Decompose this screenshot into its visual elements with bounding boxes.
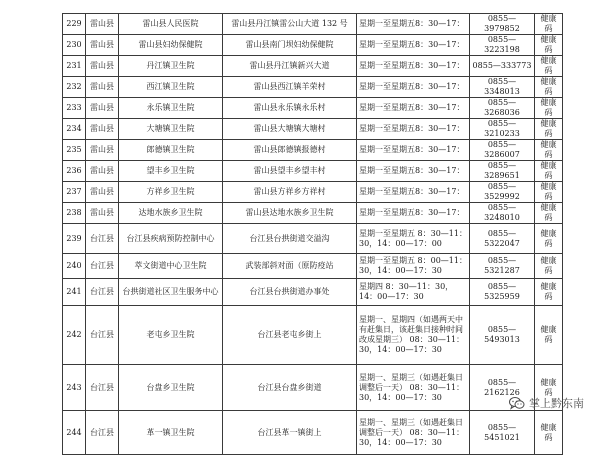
hours-cell: 星期一至星期五8：30—17： xyxy=(357,161,470,182)
hours-cell: 星期一至星期五8：30—17： xyxy=(357,98,470,119)
phone-cell: 0855—5321287 xyxy=(470,254,535,279)
county-cell: 雷山县 xyxy=(86,140,119,161)
institution-name-cell: 郎德镇卫生院 xyxy=(119,140,223,161)
institution-name-cell: 革一镇卫生院 xyxy=(119,411,223,455)
note-cell: 健康码 xyxy=(535,98,563,119)
table-row xyxy=(63,411,563,455)
institution-name-cell: 西江镇卫生院 xyxy=(119,77,223,98)
hours-cell: 星期一至星期五 8：00—11：30，14：00—17：30 xyxy=(357,254,470,279)
institution-name-cell: 萃文街道中心卫生院 xyxy=(119,254,223,279)
hours-cell: 星期一至星期五8：30—17： xyxy=(357,35,470,56)
vaccination-sites-table xyxy=(62,13,563,455)
note-cell: 健康码 xyxy=(535,279,563,306)
hours-cell: 星期一、星期三（如遇赶集日调整后一天） 08：30—11：30，14：00—17：30 xyxy=(357,365,470,411)
address-cell: 雷山县达地水族乡卫生院 xyxy=(223,203,357,224)
hours-cell: 星期一至星期五8：30—17： xyxy=(357,77,470,98)
hours-cell: 星期一至星期五 8：30—11：30，14：00—17：00 xyxy=(357,224,470,254)
note-cell: 健康码 xyxy=(535,254,563,279)
table-row xyxy=(63,365,563,411)
row-number: 229 xyxy=(63,14,86,35)
note-cell: 健康码 xyxy=(535,56,563,77)
row-number: 230 xyxy=(63,35,86,56)
phone-cell: 0855—333773 xyxy=(470,56,535,77)
row-number: 237 xyxy=(63,182,86,203)
institution-name-cell: 方祥乡卫生院 xyxy=(119,182,223,203)
county-cell: 雷山县 xyxy=(86,14,119,35)
table-row xyxy=(63,182,563,203)
wechat-icon xyxy=(509,397,525,410)
phone-cell: 0855—3348013 xyxy=(470,77,535,98)
hours-cell: 星期一至星期五8：30—17： xyxy=(357,140,470,161)
hours-cell: 星期一至星期五8：30—17： xyxy=(357,119,470,140)
institution-name-cell: 达地水族乡卫生院 xyxy=(119,203,223,224)
address-cell: 台江县台盘乡街道 xyxy=(223,365,357,411)
county-cell: 雷山县 xyxy=(86,98,119,119)
hours-cell: 星期一至星期五8：30—17： xyxy=(357,14,470,35)
institution-name-cell: 丹江镇卫生院 xyxy=(119,56,223,77)
watermark xyxy=(509,395,584,411)
address-cell: 雷山县永乐镇永乐村 xyxy=(223,98,357,119)
table-row xyxy=(63,140,563,161)
table-row xyxy=(63,254,563,279)
institution-name-cell: 永乐镇卫生院 xyxy=(119,98,223,119)
note-cell: 健康码 xyxy=(535,224,563,254)
table-row xyxy=(63,14,563,35)
institution-name-cell: 台江县疾病预防控制中心 xyxy=(119,224,223,254)
phone-cell: 0855—3289651 xyxy=(470,161,535,182)
table-row xyxy=(63,56,563,77)
institution-name-cell: 望丰乡卫生院 xyxy=(119,161,223,182)
address-cell: 雷山县方祥乡方祥村 xyxy=(223,182,357,203)
institution-name-cell: 老屯乡卫生院 xyxy=(119,306,223,365)
address-cell: 雷山县郎德镇报德村 xyxy=(223,140,357,161)
address-cell: 雷山县南门坝妇幼保健院 xyxy=(223,35,357,56)
row-number: 238 xyxy=(63,203,86,224)
row-number: 244 xyxy=(63,411,86,455)
row-number: 243 xyxy=(63,365,86,411)
phone-cell: 0855—3248010 xyxy=(470,203,535,224)
county-cell: 台江县 xyxy=(86,411,119,455)
address-cell: 雷山县西江镇羊荣村 xyxy=(223,77,357,98)
address-cell: 台江县革一镇街上 xyxy=(223,411,357,455)
county-cell: 雷山县 xyxy=(86,203,119,224)
county-cell: 雷山县 xyxy=(86,77,119,98)
table-row xyxy=(63,119,563,140)
county-cell: 雷山县 xyxy=(86,161,119,182)
phone-cell: 0855—5322047 xyxy=(470,224,535,254)
address-cell: 武装部斜对面（原防疫站 xyxy=(223,254,357,279)
note-cell: 健康码 xyxy=(535,140,563,161)
table-row xyxy=(63,203,563,224)
row-number: 236 xyxy=(63,161,86,182)
row-number: 233 xyxy=(63,98,86,119)
county-cell: 台江县 xyxy=(86,279,119,306)
hours-cell: 星期一、星期四（如遇两天中有赶集日，该赶集日接种时间改成星期三） 08：30—11：30，14：00—17：30 xyxy=(357,306,470,365)
county-cell: 雷山县 xyxy=(86,35,119,56)
county-cell: 台江县 xyxy=(86,254,119,279)
row-number: 235 xyxy=(63,140,86,161)
note-cell: 健康码 xyxy=(535,411,563,455)
phone-cell: 0855—3286007 xyxy=(470,140,535,161)
institution-name-cell: 大塘镇卫生院 xyxy=(119,119,223,140)
table-row xyxy=(63,35,563,56)
note-cell: 健康码 xyxy=(535,77,563,98)
phone-cell: 0855—3529992 xyxy=(470,182,535,203)
table-row xyxy=(63,77,563,98)
table-row xyxy=(63,224,563,254)
table-row xyxy=(63,279,563,306)
note-cell: 健康码 xyxy=(535,161,563,182)
county-cell: 台江县 xyxy=(86,224,119,254)
institution-name-cell: 台拱街道社区卫生服务中心 xyxy=(119,279,223,306)
phone-cell: 0855—3210233 xyxy=(470,119,535,140)
phone-cell: 0855—5325959 xyxy=(470,279,535,306)
hours-cell: 星期一至星期五8：30—17： xyxy=(357,56,470,77)
hours-cell: 星期一至星期五8：30—17： xyxy=(357,203,470,224)
hours-cell: 星期一至星期五8：30—17： xyxy=(357,182,470,203)
address-cell: 雷山县望丰乡望丰村 xyxy=(223,161,357,182)
row-number: 240 xyxy=(63,254,86,279)
table-row xyxy=(63,98,563,119)
row-number: 234 xyxy=(63,119,86,140)
row-number: 241 xyxy=(63,279,86,306)
address-cell: 雷山县大塘镇大塘村 xyxy=(223,119,357,140)
institution-name-cell: 雷山县人民医院 xyxy=(119,14,223,35)
phone-cell: 0855—3268036 xyxy=(470,98,535,119)
hours-cell: 星期四 8：30—11：30，14：00—17：30 xyxy=(357,279,470,306)
note-cell: 健康码 xyxy=(535,365,563,411)
county-cell: 雷山县 xyxy=(86,119,119,140)
hours-cell: 星期一、星期三（如遇赶集日调整后一天） 08：30—11：30，14：00—17：30 xyxy=(357,411,470,455)
phone-cell: 0855—3979852 xyxy=(470,14,535,35)
phone-cell: 0855—3223198 xyxy=(470,35,535,56)
table-row xyxy=(63,161,563,182)
county-cell: 台江县 xyxy=(86,365,119,411)
watermark-text: 掌上黔东南 xyxy=(529,397,584,410)
note-cell: 健康码 xyxy=(535,306,563,365)
row-number: 232 xyxy=(63,77,86,98)
note-cell: 健康码 xyxy=(535,182,563,203)
county-cell: 雷山县 xyxy=(86,56,119,77)
county-cell: 雷山县 xyxy=(86,182,119,203)
address-cell: 台江县台拱街道办事处 xyxy=(223,279,357,306)
address-cell: 雷山县丹江镇雷公山大道 132 号 xyxy=(223,14,357,35)
note-cell: 健康码 xyxy=(535,35,563,56)
note-cell: 健康码 xyxy=(535,203,563,224)
phone-cell: 0855—5451021 xyxy=(470,411,535,455)
institution-name-cell: 台盘乡卫生院 xyxy=(119,365,223,411)
address-cell: 雷山县丹江镇新兴大道 xyxy=(223,56,357,77)
row-number: 242 xyxy=(63,306,86,365)
address-cell: 台江县老屯乡街上 xyxy=(223,306,357,365)
address-cell: 台江县台拱街道交溢沟 xyxy=(223,224,357,254)
institution-name-cell: 雷山县妇幼保健院 xyxy=(119,35,223,56)
row-number: 239 xyxy=(63,224,86,254)
phone-cell: 0855—2162126 xyxy=(470,365,535,411)
note-cell: 健康码 xyxy=(535,14,563,35)
note-cell: 健康码 xyxy=(535,119,563,140)
phone-cell: 0855—5493013 xyxy=(470,306,535,365)
county-cell: 台江县 xyxy=(86,306,119,365)
table-row xyxy=(63,306,563,365)
row-number: 231 xyxy=(63,56,86,77)
